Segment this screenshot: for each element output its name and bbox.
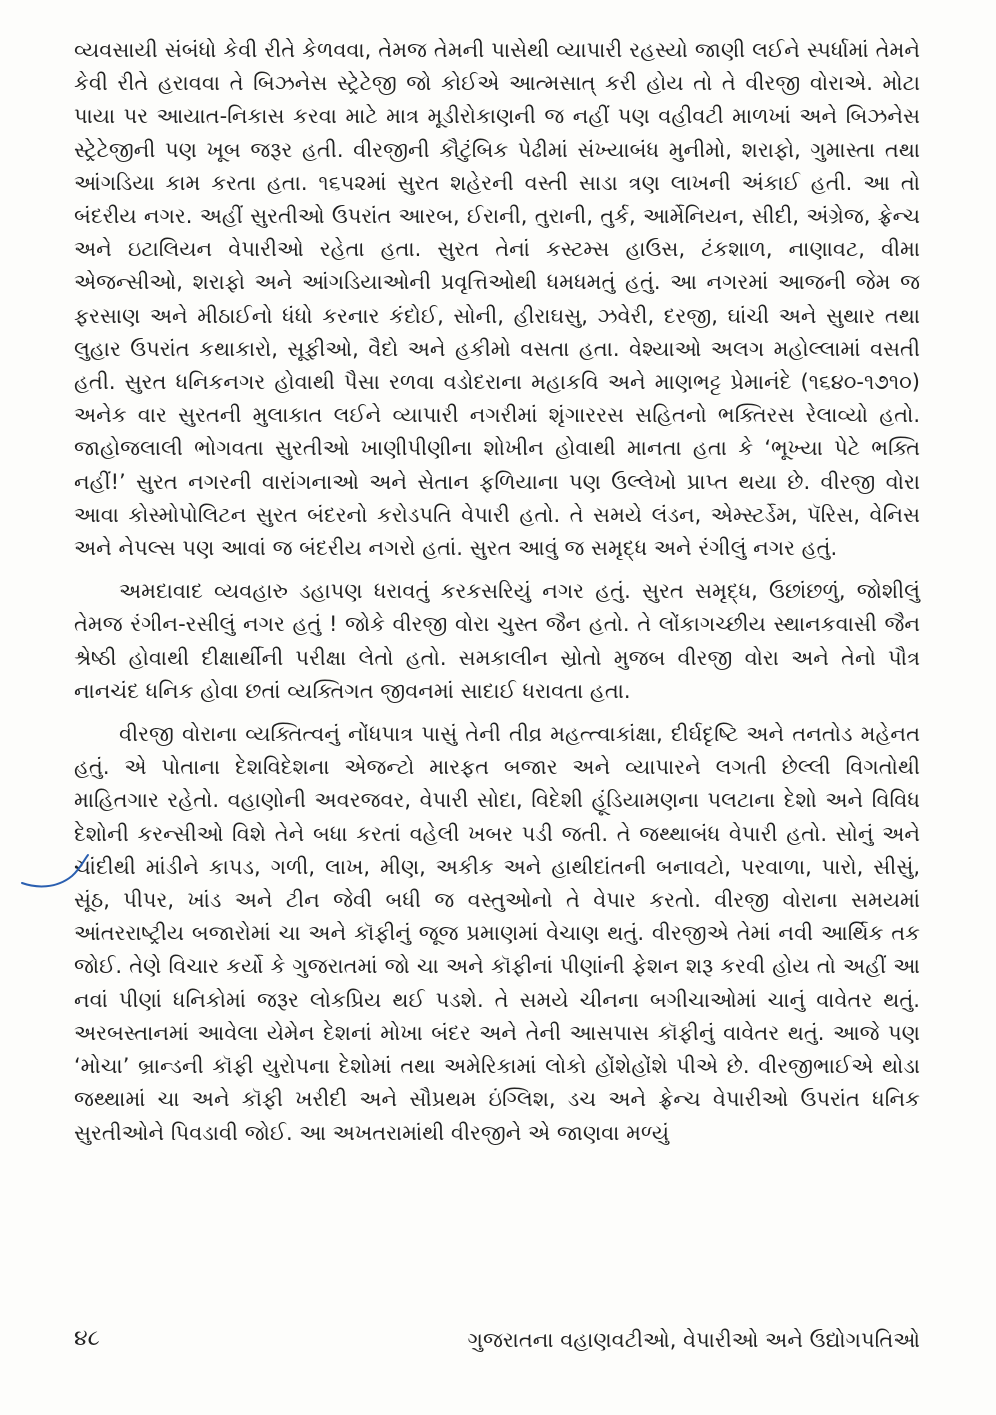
paragraph-ahmedabad-surat: અમદાવાદ વ્યવહારુ ડહાપણ ધરાવતું કરકસરિયું નગર હતું. સુરત સમૃદ્ધ, ઉછાંછળું, જોશીલું તેમજ રંગીન-રસીલું નગર હતું ! જોકે વીરજી વોરા ચુસ્ત જૈન હતો. તે લોંકાગચ્છીય સ્થાનકવાસી જૈન શ્રેષ્ઠી હોવાથી દીક્ષાર્થીની પરીક્ષા લેતો હતો. સમકાલીન સ્રોતો મુજબ વીરજી વોરા અને તેનો પૌત્ર નાનચંદ ધનિક હોવા છતાં વ્યક્તિગત જીવનમાં સાદાઈ ધરાવતા હતા. bbox=[74, 579, 920, 703]
page-body bbox=[74, 34, 920, 1150]
page-number: ૪૮ bbox=[74, 1326, 100, 1351]
paragraph-surat-trade: વ્યવસાયી સંબંધો કેવી રીતે કેળવવા, તેમજ તેમની પાસેથી વ્યાપારી રહસ્યો જાણી લઈને સ્પર્ધામાં તેમને કેવી રીતે હરાવવા તે બિઝનેસ સ્ટ્રેટેજી જો કોઈએ આત્મસાત્ કરી હોય તો તે વીરજી વોરાએ. મોટા પાયા પર આયાત-નિકાસ કરવા માટે માત્ર મૂડીરોકાણની જ નહીં પણ વહીવટી માળખાં અને બિઝનેસ સ્ટ્રેટેજીની પણ ખૂબ જરૂર હતી. વીરજીની કૌટુંબિક પેઢીમાં સંખ્યાબંધ મુનીમો, શરાફો, ગુમાસ્તા તથા આંગડિયા કામ કરતા હતા. ૧૬૫૨માં સુરત શહેરની વસ્તી સાડા ત્રણ લાખની અંકાઈ હતી. આ તો બંદરીય નગર. અહીં સુરતીઓ ઉપરાંત આરબ, ઈરાની, તુરાની, તુર્ક, આર્મેનિયન, સીદી, અંગ્રેજ, ફ્રેન્ચ અને ઇટાલિયન વેપારીઓ રહેતા હતા. સુરત તેનાં કસ્ટમ્સ હાઉસ, ટંકશાળ, નાણાવટ, વીમા એજન્સીઓ, શરાફો અને આંગડિયાઓની પ્રવૃત્તિઓથી ધમધમતું હતું. આ નગરમાં આજની જેમ જ ફરસાણ અને મીઠાઈનો ધંધો કરનાર કંદોઈ, સોની, હીરાઘસુ, ઝવેરી, દરજી, ઘાંચી અને સુથાર તથા લુહાર ઉપરાંત કથાકારો, સૂફીઓ, વૈદો અને હકીમો વસતા હતા. વેશ્યાઓ અલગ મહોલ્લામાં વસતી હતી. સુરત ધનિકનગર હોવાથી પૈસા રળવા વડોદરાના મહાકવિ અને માણભટ્ટ પ્રેમાનંદે (૧૬૪૦-૧૭૧૦) અનેક વાર સુરતની મુલાકાત લઈને વ્યાપારી નગરીમાં શૃંગારરસ સહિતનો ભક્તિરસ રેલાવ્યો હતો. જાહોજલાલી ભોગવતા સુરતીઓ ખાણીપીણીના શોખીન હોવાથી માનતા હતા કે ‘ભૂખ્યા પેટે ભક્તિ નહીં!’ સુરત નગરની વારાંગનાઓ અને સેતાન ફળિયાના પણ ઉલ્લેખો પ્રાપ્ત થયા છે. વીરજી વોરા આવા કોસ્મોપોલિટન સુરત બંદરનો કરોડપતિ વેપારી હતો. તે સમયે લંડન, એમ્સ્ટર્ડેમ, પૅરિસ, વેનિસ અને નેપલ્સ પણ આવાં જ બંદરીય નગરો હતાં. સુરત આવું જ સમૃદ્ધ અને રંગીલું નગર હતું. bbox=[74, 38, 920, 561]
page-footer bbox=[74, 1326, 920, 1366]
paragraph-virji-vora-personality: વીરજી વોરાના વ્યક્તિત્વનું નોંધપાત્ર પાસું તેની તીવ્ર મહત્ત્વાકાંક્ષા, દીર્ઘદૃષ્ટિ અને તનતોડ મહેનત હતું. એ પોતાના દેશવિદેશના એજન્ટો મારફત બજાર અને વ્યાપારને લગતી છેલ્લી વિગતોથી માહિતગાર રહેતો. વહાણોની અવરજવર, વેપારી સોદા, વિદેશી હૂંડિયામણના પલટાના દેશો અને વિવિધ દેશોની કરન્સીઓ વિશે તેને બધા કરતાં વહેલી ખબર પડી જતી. તે જથ્થાબંધ વેપારી હતો. સોનું અને ચાંદીથી માંડીને કાપડ, ગળી, લાખ, મીણ, અકીક અને હાથીદાંતની બનાવટો, પરવાળા, પારો, સીસું, સૂંઠ, પીપર, ખાંડ અને ટીન જેવી બધી જ વસ્તુઓનો તે વેપાર કરતો. વીરજી વોરાના સમયમાં આંતરરાષ્ટ્રીય બજારોમાં ચા અને કૉફીનું જૂજ પ્રમાણમાં વેચાણ થતું. વીરજીએ તેમાં નવી આર્થિક તક જોઈ. તેણે વિચાર કર્યો કે ગુજરાતમાં જો ચા અને કૉફીનાં પીણાંની ફેશન શરૂ કરવી હોય તો અહીં આ નવાં પીણાં ધનિકોમાં જરૂર લોકપ્રિય થઈ પડશે. તે સમયે ચીનના બગીચાઓમાં ચાનું વાવેતર થતું. અરબસ્તાનમાં આવેલા યેમેન દેશનાં મોખા બંદર અને તેની આસપાસ કૉફીનું વાવેતર થતું. આજે પણ ‘મોચા’ બ્રાન્ડની કૉફી યુરોપના દેશોમાં તથા અમેરિકામાં લોકો હોંશેહોંશે પીએ છે. વીરજીભાઈએ થોડા જથ્થામાં ચા અને કૉફી ખરીદી અને સૌપ્રથમ ઇંગ્લિશ, ડચ અને ફ્રેન્ચ વેપારીઓ ઉપરાંત ધનિક સુરતીઓને પિવડાવી જોઈ. આ અખતરામાંથી વીરજીને એ જાણવા મળ્યું bbox=[74, 722, 920, 1145]
running-title: ગુજરાતના વહાણવટીઓ, વેપારીઓ અને ઉદ્યોગપતિઓ bbox=[467, 1328, 920, 1352]
